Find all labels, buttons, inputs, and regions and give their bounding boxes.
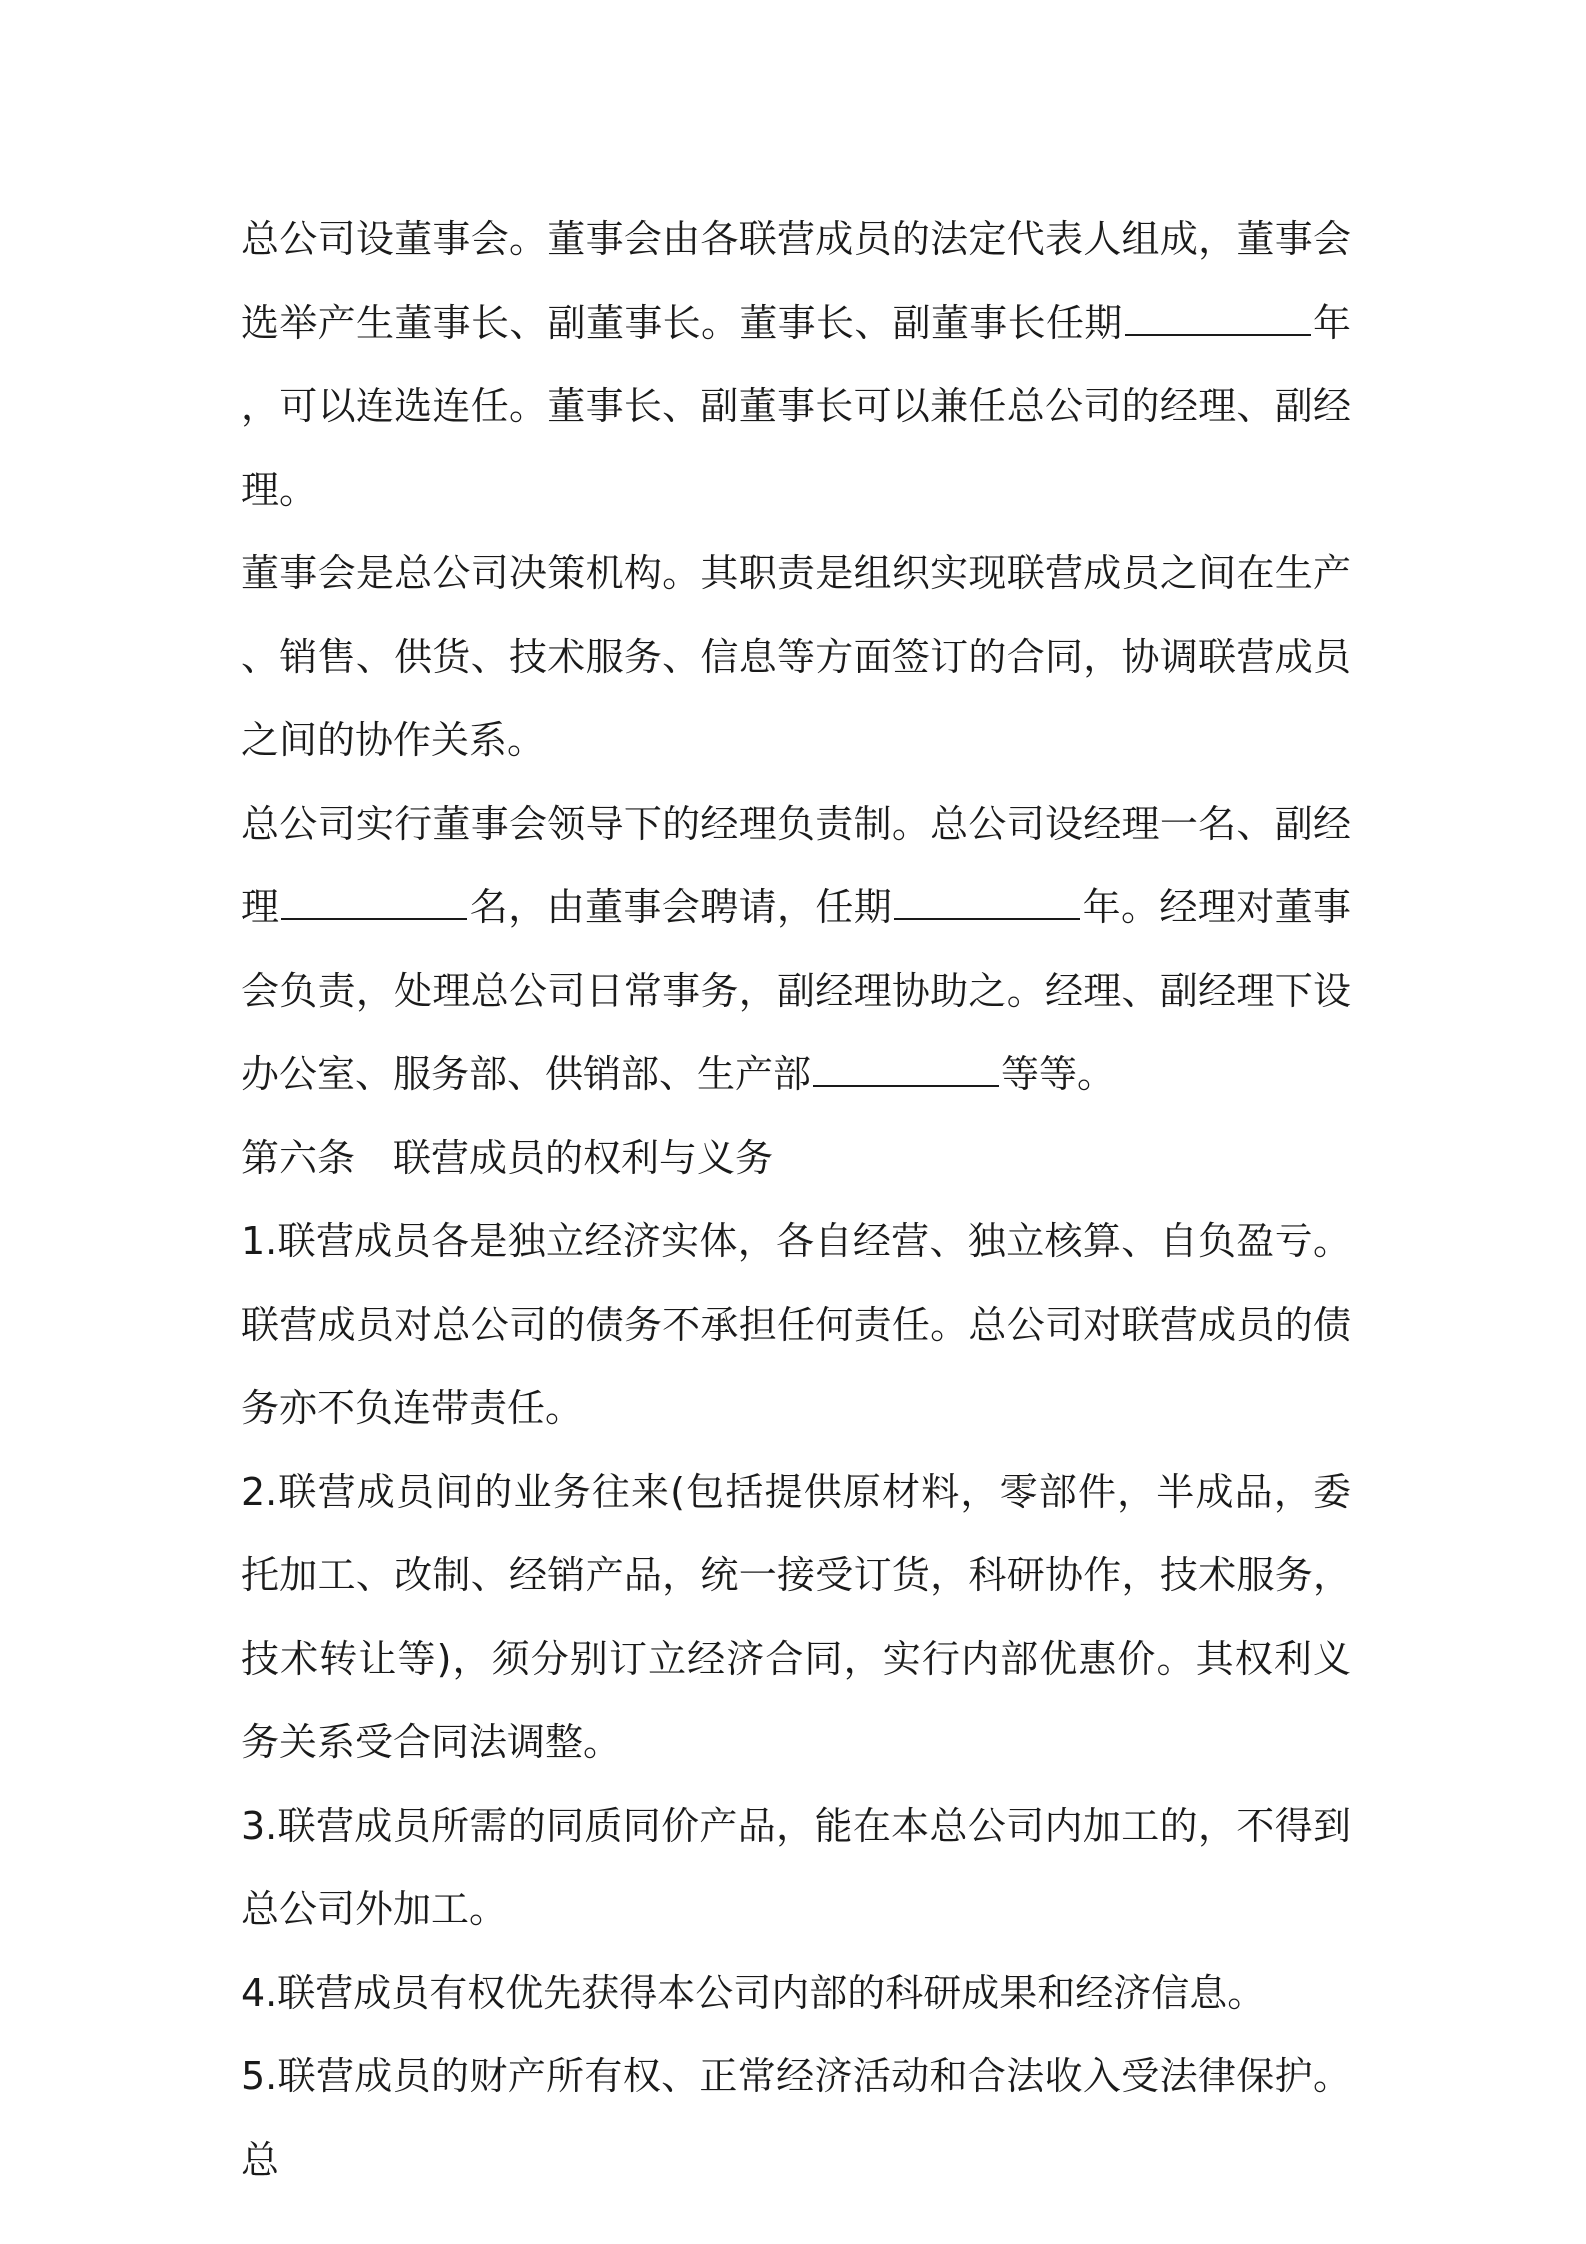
paragraph-text: 1.联营成员各是独立经济实体，各自经营、独立核算、自负盈亏。联营成员对总公司的债务不承担任何责任。总公司对联营成员的债务亦不负连带责任。 [241,1219,1351,1430]
paragraph-text: 年，可以连选连任。董事长、副董事长可以兼任总公司的经理、副经理。 [241,300,1351,512]
document-body [241,198,1351,2202]
fill-in-blank-manager-term [894,878,1080,920]
paragraph-text: 2.联营成员间的业务往来(包括提供原材料，零部件，半成品，委托加工、改制、经销产品，统一接受订货，科研协作，技术服务，技术转让等)，须分别订立经济合同，实行内部优惠价。其权利义务关系受合同法调整。 [241,1469,1351,1764]
paragraph-text: 5.联营成员的财产所有权、正常经济活动和合法收入受法律保护。总 [241,2054,1351,2182]
clause-3 [241,1785,1351,1952]
fill-in-blank-departments [813,1045,999,1087]
clause-2 [241,1451,1351,1785]
fill-in-blank-deputy-count [281,878,467,920]
paragraph-board-duties [241,532,1351,783]
clause-1 [241,1200,1351,1451]
paragraph-board-of-directors [241,198,1351,532]
paragraph-text: 名，由董事会聘请，任期 [469,885,893,929]
paragraph-text: 董事会是总公司决策机构。其职责是组织实现联营成员之间在生产、销售、供货、技术服务、信息等方面签订的合同，协调联营成员之间的协作关系。 [241,551,1351,762]
article-heading: 第六条 联营成员的权利与义务 [241,1135,774,1180]
paragraph-text: 年。经理对董事会负责，处理总公司日常事务，副经理协助之。经理、副经理下设办公室、服务部、供销部、生产部 [241,885,1351,1096]
paragraph-text: 3.联营成员所需的同质同价产品，能在本总公司内加工的，不得到总公司外加工。 [241,1803,1351,1931]
paragraph-manager-system [241,783,1351,1117]
clause-4 [241,1952,1351,2036]
paragraph-text: 总公司实行董事会领导下的经理负责制。总公司设经理一名、副经理 [241,801,1351,929]
paragraph-text: 总公司设董事会。董事会由各联营成员的法定代表人组成，董事会选举产生董事长、副董事长。董事长、副董事长任期 [241,217,1351,345]
clause-5 [241,2035,1351,2202]
paragraph-text: 4.联营成员有权优先获得本公司内部的科研成果和经济信息。 [241,1970,1266,2015]
paragraph-text: 等等。 [1001,1052,1116,1096]
fill-in-blank-term-years [1125,294,1311,336]
